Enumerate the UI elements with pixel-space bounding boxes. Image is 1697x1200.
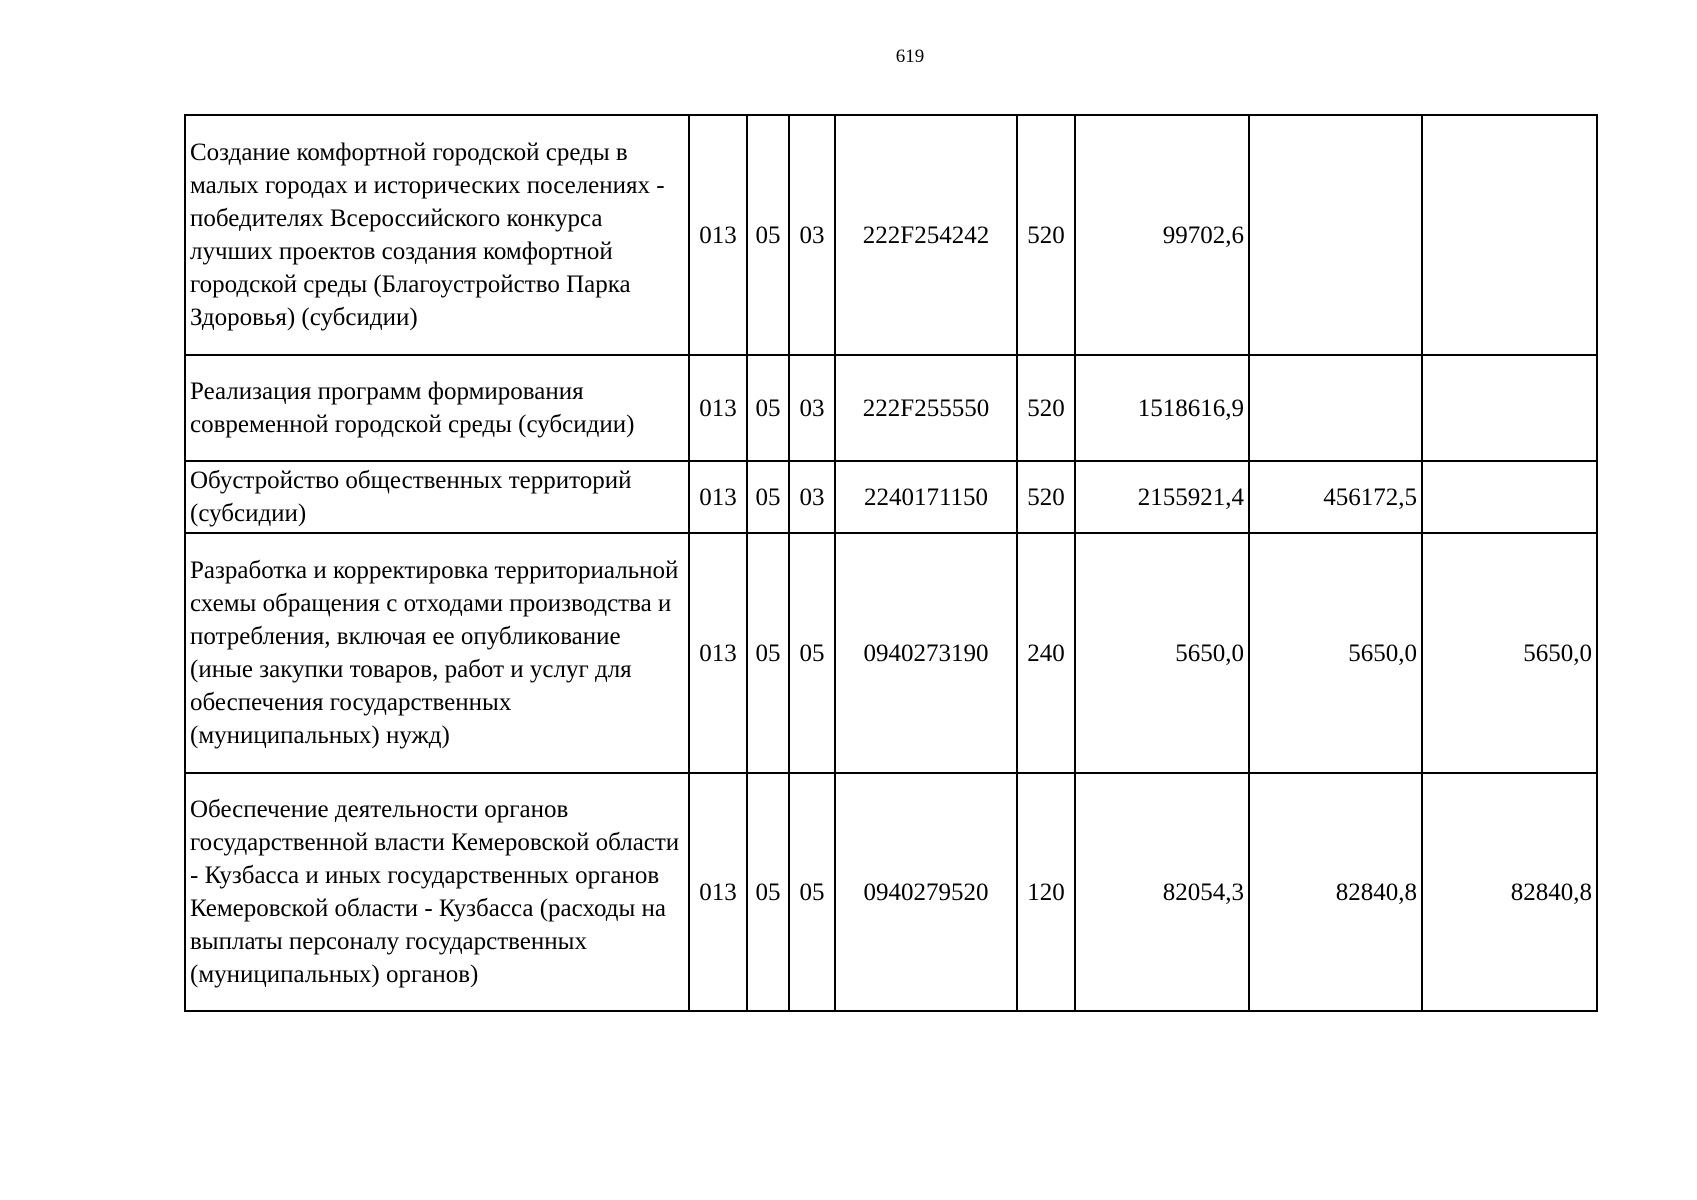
amount-2 — [1249, 115, 1422, 355]
amount-3 — [1422, 355, 1597, 461]
amount-3 — [1422, 461, 1597, 533]
ministry-code: 013 — [689, 461, 747, 533]
section-code: 05 — [747, 355, 789, 461]
expense-type-code: 240 — [1017, 533, 1075, 773]
amount-2 — [1249, 355, 1422, 461]
amount-1: 99702,6 — [1075, 115, 1249, 355]
subsection-code: 05 — [789, 533, 835, 773]
expense-type-code: 120 — [1017, 773, 1075, 1011]
amount-2: 5650,0 — [1249, 533, 1422, 773]
row-description: Реализация программ формирования современной городской среды (субсидии) — [185, 355, 689, 461]
section-code: 05 — [747, 461, 789, 533]
expense-type-code: 520 — [1017, 355, 1075, 461]
ministry-code: 013 — [689, 115, 747, 355]
subsection-code: 03 — [789, 115, 835, 355]
subsection-code: 03 — [789, 355, 835, 461]
amount-1: 2155921,4 — [1075, 461, 1249, 533]
amount-3: 82840,8 — [1422, 773, 1597, 1011]
amount-1: 5650,0 — [1075, 533, 1249, 773]
target-article-code: 0940279520 — [835, 773, 1017, 1011]
ministry-code: 013 — [689, 533, 747, 773]
amount-1: 1518616,9 — [1075, 355, 1249, 461]
budget-table — [184, 114, 1598, 1012]
target-article-code: 222F254242 — [835, 115, 1017, 355]
ministry-code: 013 — [689, 355, 747, 461]
amount-2: 82840,8 — [1249, 773, 1422, 1011]
page-number: 619 — [895, 46, 925, 67]
subsection-code: 03 — [789, 461, 835, 533]
row-description: Создание комфортной городской среды в малых городах и исторических поселениях - победителях Всероссийского конкурса лучших проектов создания комфортной городской среды (Благоустройство Парка Здоровья) (субсидии) — [185, 115, 689, 355]
table-row — [185, 115, 1597, 355]
table-row — [185, 773, 1597, 1011]
row-description: Разработка и корректировка территориальной схемы обращения с отходами производства и потребления, включая ее опубликование (иные закупки товаров, работ и услуг для обеспечения государственных (муниципальных) нужд) — [185, 533, 689, 773]
section-code: 05 — [747, 533, 789, 773]
amount-1: 82054,3 — [1075, 773, 1249, 1011]
target-article-code: 2240171150 — [835, 461, 1017, 533]
amount-3: 5650,0 — [1422, 533, 1597, 773]
amount-2: 456172,5 — [1249, 461, 1422, 533]
target-article-code: 222F255550 — [835, 355, 1017, 461]
table-row — [185, 461, 1597, 533]
section-code: 05 — [747, 115, 789, 355]
table-row — [185, 533, 1597, 773]
row-description: Обеспечение деятельности органов государственной власти Кемеровской области - Кузбасса и иных государственных органов Кемеровской области - Кузбасса (расходы на выплаты персоналу государственных (муниципальных) органов) — [185, 773, 689, 1011]
amount-3 — [1422, 115, 1597, 355]
target-article-code: 0940273190 — [835, 533, 1017, 773]
expense-type-code: 520 — [1017, 115, 1075, 355]
expense-type-code: 520 — [1017, 461, 1075, 533]
row-description: Обустройство общественных территорий (субсидии) — [185, 461, 689, 533]
subsection-code: 05 — [789, 773, 835, 1011]
section-code: 05 — [747, 773, 789, 1011]
ministry-code: 013 — [689, 773, 747, 1011]
table-row — [185, 355, 1597, 461]
